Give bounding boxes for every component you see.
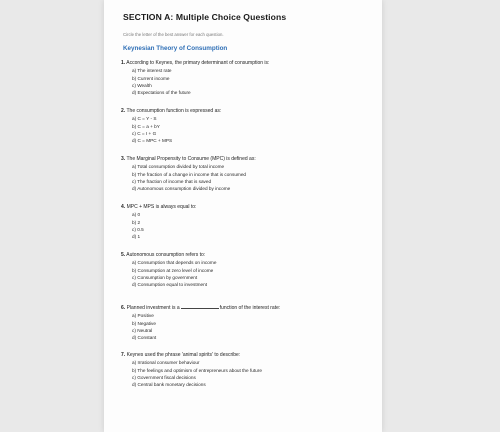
option-d[interactable]: d) C = MPC + MPS: [132, 138, 173, 144]
question-1: [121, 60, 361, 96]
option-d[interactable]: d) Expectations of the future: [132, 90, 191, 96]
question-stem: The consumption function is expressed as:: [126, 108, 222, 114]
question-number: 4.: [121, 204, 126, 210]
question-2: [121, 108, 361, 144]
option-b[interactable]: b) Negative: [132, 320, 156, 326]
question-5: [121, 252, 361, 288]
option-b[interactable]: b) Consumption at zero level of income: [132, 267, 214, 273]
question-number: 2.: [121, 108, 126, 114]
option-d[interactable]: d) 1: [132, 234, 141, 240]
option-b[interactable]: b) 2: [132, 219, 141, 225]
option-a[interactable]: a) C = Y - S: [132, 116, 157, 122]
option-c[interactable]: c) 0.5: [132, 226, 144, 232]
option-b[interactable]: b) C = a + bY: [132, 123, 160, 129]
question-stem: Keynes used the phrase 'animal spirits' to describe:: [126, 352, 241, 358]
question-7: [121, 352, 361, 388]
option-d[interactable]: d) Central bank monetary decisions: [132, 382, 206, 388]
option-b[interactable]: b) The fraction of a change in income that is consumed: [132, 171, 247, 177]
option-c[interactable]: c) Neutral: [132, 327, 153, 333]
topic-heading: Keynesian Theory of Consumption: [123, 45, 228, 52]
question-number: 6.: [121, 305, 126, 311]
option-a[interactable]: a) Total consumption divided by total income: [132, 164, 225, 170]
question-stem-before: Planned investment is a: [126, 305, 180, 311]
question-stem: MPC + MPS is always equal to:: [126, 204, 197, 210]
option-c[interactable]: c) C = I + G: [132, 130, 157, 136]
option-b[interactable]: b) The feelings and optimism of entrepreneurs about the future: [132, 367, 262, 373]
option-c[interactable]: c) The fraction of income that is saved: [132, 178, 212, 184]
option-d[interactable]: d) Consumption equal to investment: [132, 282, 208, 288]
instructions: Circle the letter of the best answer for each question.: [123, 32, 224, 37]
option-c[interactable]: c) Wealth: [132, 82, 152, 88]
option-a[interactable]: a) Irrational consumer behaviour: [132, 360, 200, 366]
question-number: 7.: [121, 352, 126, 358]
option-d[interactable]: d) Constant: [132, 335, 157, 341]
option-a[interactable]: a) Positive: [132, 313, 154, 319]
answer-blank[interactable]: [181, 303, 219, 309]
option-c[interactable]: c) Consumption by government: [132, 274, 198, 280]
question-number: 1.: [121, 60, 126, 66]
question-stem: Autonomous consumption refers to:: [126, 252, 206, 258]
question-number: 5.: [121, 252, 126, 258]
option-c[interactable]: c) Government fiscal decisions: [132, 374, 196, 380]
option-b[interactable]: b) Current income: [132, 75, 170, 81]
option-a[interactable]: a) The interest rate: [132, 68, 172, 74]
option-a[interactable]: a) 0: [132, 212, 141, 218]
option-d[interactable]: d) Autonomous consumption divided by income: [132, 186, 231, 192]
question-3: [121, 156, 361, 192]
question-4: [121, 204, 361, 240]
question-stem: The Marginal Propensity to Consume (MPC) is defined as:: [126, 156, 256, 162]
question-stem-after: function of the interest rate:: [219, 305, 281, 311]
option-a[interactable]: a) Consumption that depends on income: [132, 260, 217, 266]
question-stem: According to Keynes, the primary determinant of consumption is:: [126, 60, 270, 66]
question-number: 3.: [121, 156, 126, 162]
question-6: [121, 303, 361, 341]
section-title: SECTION A: Multiple Choice Questions: [123, 12, 287, 22]
